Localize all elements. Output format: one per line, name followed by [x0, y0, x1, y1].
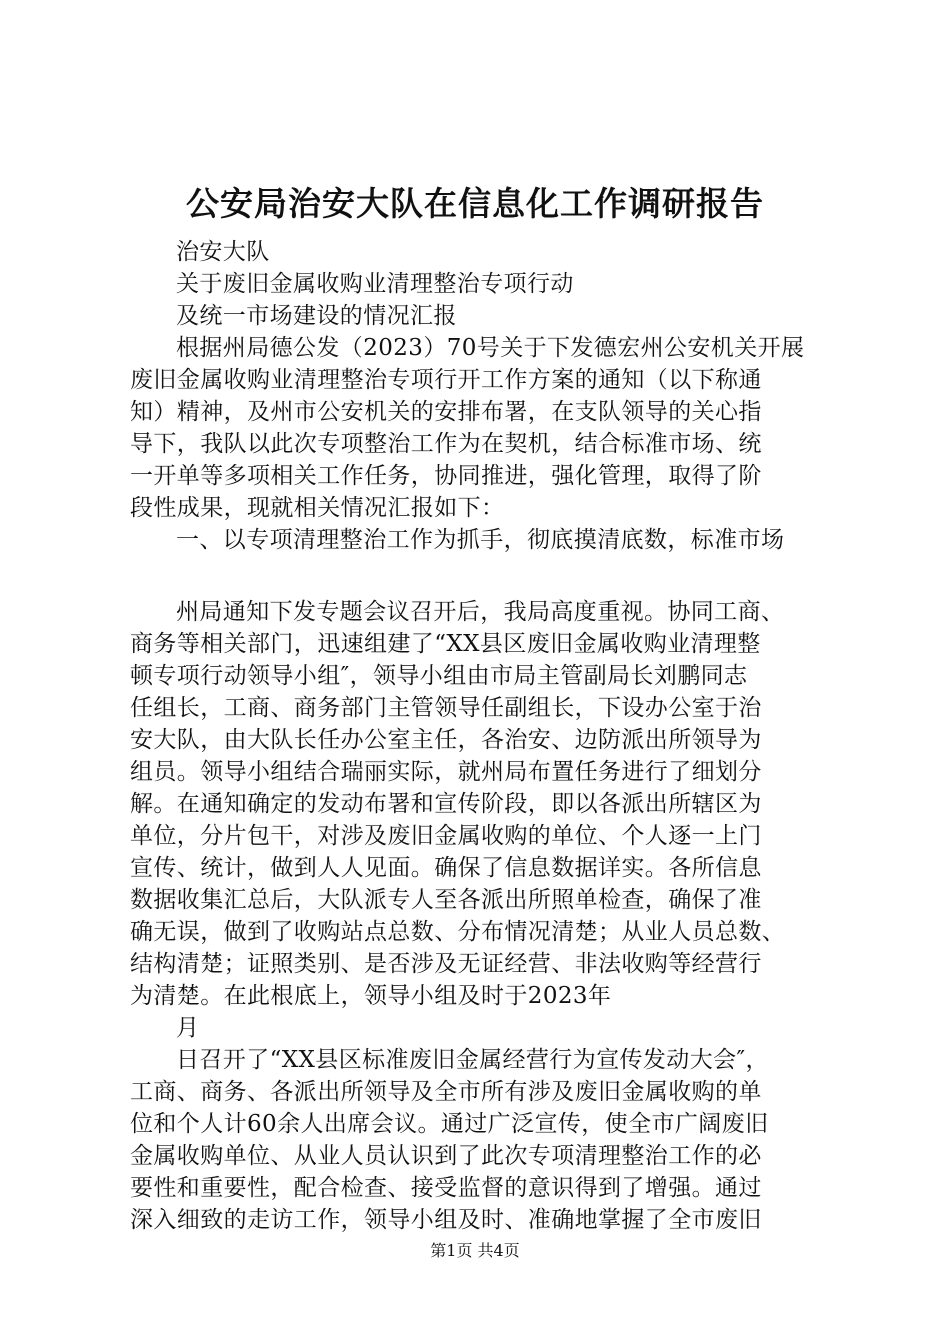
paragraph-line: 单位，分片包干，对涉及废旧金属收购的单位、个人逐一上门: [130, 823, 762, 849]
paragraph-line: 废旧金属收购业清理整治专项行开工作方案的通知（以下称通: [130, 367, 762, 393]
paragraph-line: 顿专项行动领导小组″，领导小组由市局主管副局长刘鹏同志: [130, 663, 748, 689]
paragraph-line: 任组长，工商、商务部门主管领导任副组长，下设办公室于治: [130, 695, 762, 721]
paragraph-line: 为清楚。在此根底上，领导小组及时于2023年: [130, 983, 612, 1009]
paragraph-line: 导下，我队以此次专项整治工作为在契机，结合标准市场、统: [130, 431, 762, 457]
paragraph-line: 安大队，由大队长任办公室主任，各治安、边防派出所领导为: [130, 727, 762, 753]
heading-line: 及统一市场建设的情况汇报: [176, 303, 457, 329]
paragraph-line: 一开单等多项相关工作任务，协同推进，强化管理，取得了阶: [130, 463, 762, 489]
paragraph-line: 解。在通知确定的发动布署和宣传阶段，即以各派出所辖区为: [130, 791, 762, 817]
blank-line: [130, 556, 830, 596]
paragraph-line: 结构清楚；证照类别、是否涉及无证经营、非法收购等经营行: [130, 951, 762, 977]
paragraph-line: 根据州局德公发（2023）70号关于下发德宏州公安机关开展: [176, 335, 805, 361]
paragraph-line: 知）精神，及州市公安机关的安排布署，在支队领导的关心指: [130, 399, 762, 425]
paragraph-line: 工商、商务、各派出所领导及全市所有涉及废旧金属收购的单: [130, 1079, 762, 1105]
paragraph-line: 位和个人计60余人出席会议。通过广泛宣传，使全市广阔废旧: [130, 1111, 769, 1137]
paragraph-line: 要性和重要性，配合检查、接受监督的意识得到了增强。通过: [130, 1175, 762, 1201]
section-heading: 一、以专项清理整治工作为抓手，彻底摸清底数，标准市场: [176, 527, 785, 553]
paragraph-line: 数据收集汇总后，大队派专人至各派出所照单检查，确保了准: [130, 887, 762, 913]
paragraph-line: 段性成果，现就相关情况汇报如下：: [130, 495, 505, 521]
paragraph-line: 商务等相关部门，迅速组建了“XX县区废旧金属收购业清理整: [130, 631, 761, 657]
paragraph-line: 日召开了“XX县区标准废旧金属经营行为宣传发动大会″，: [176, 1047, 769, 1073]
paragraph-line: 州局通知下发专题会议召开后，我局高度重视。协同工商、: [176, 599, 785, 625]
paragraph-line: 深入细致的走访工作，领导小组及时、准确地掌握了全市废旧: [130, 1207, 762, 1233]
paragraph-line: 组员。领导小组结合瑞丽实际，就州局布置任务进行了细划分: [130, 759, 762, 785]
document-title: 公安局治安大队在信息化工作调研报告: [186, 184, 764, 223]
heading-line: 关于废旧金属收购业清理整治专项行动: [176, 271, 574, 297]
month-line: 月: [176, 1015, 200, 1041]
paragraph-line: 金属收购单位、从业人员认识到了此次专项清理整治工作的必: [130, 1143, 762, 1169]
document-body: [130, 236, 830, 1236]
paragraph-line: 宣传、统计，做到人人见面。确保了信息数据详实。各所信息: [130, 855, 762, 881]
paragraph-line: 确无误，做到了收购站点总数、分布情况清楚；从业人员总数、: [130, 919, 786, 945]
page-footer: 第1页 共4页: [430, 1241, 520, 1260]
heading-line: 治安大队: [176, 239, 270, 265]
